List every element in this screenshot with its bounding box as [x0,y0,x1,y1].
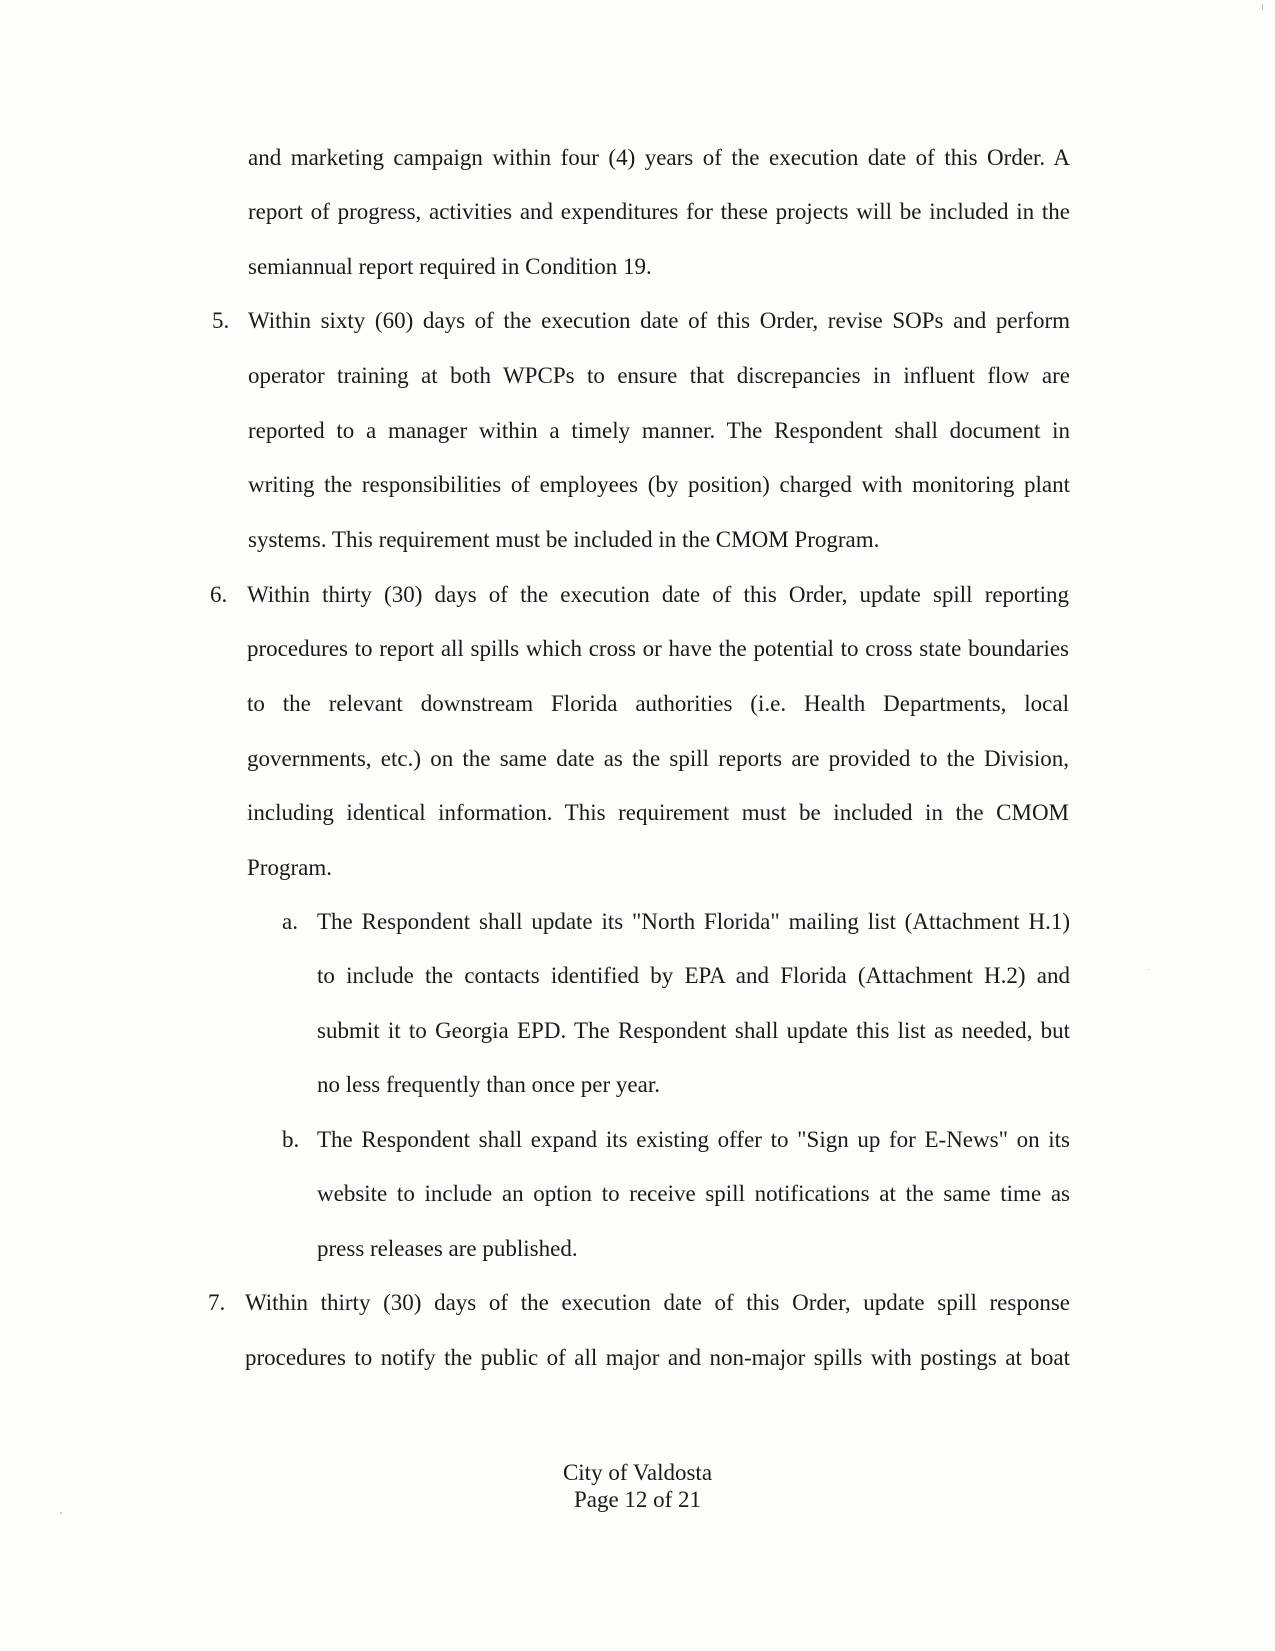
body-line: including identical information. This requirement must be included in the CMOM [247,800,1069,825]
body-line: Program. [247,855,332,880]
body-line: report of progress, activities and expenditures for these projects will be included in the [248,199,1070,224]
body-line: reported to a manager within a timely manner. The Respondent shall document in [248,418,1070,443]
body-line: website to include an option to receive spill notifications at the same time as [317,1181,1070,1206]
body-line: procedures to notify the public of all major and non-major spills with postings at boat [245,1345,1070,1370]
body-line: semiannual report required in Condition 19. [248,254,652,279]
body-line: Within thirty (30) days of the execution date of this Order, update spill response [245,1290,1070,1315]
body-line: operator training at both WPCPs to ensure that discrepancies in influent flow are [248,363,1070,388]
body-line: to include the contacts identified by EPA and Florida (Attachment H.2) and [317,963,1070,988]
body-line: to the relevant downstream Florida authorities (i.e. Health Departments, local [247,691,1069,716]
scan-speck [1262,4,1263,10]
body-line: Within sixty (60) days of the execution date of this Order, revise SOPs and perform [248,308,1070,333]
footer-entity: City of Valdosta [562,1460,713,1485]
body-line: writing the responsibilities of employees (by position) charged with monitoring plant [248,472,1070,497]
subitem-letter: a. [282,909,298,934]
item-number: 7. [208,1290,226,1315]
body-line: systems. This requirement must be included in the CMOM Program. [248,527,880,552]
item-number: 6. [210,582,228,607]
body-line: press releases are published. [317,1236,578,1261]
body-line: submit it to Georgia EPD. The Respondent shall update this list as needed, but [317,1018,1070,1043]
footer-page-number: Page 12 of 21 [573,1487,702,1512]
scan-speck [1148,969,1149,970]
body-line: procedures to report all spills which cross or have the potential to cross state boundaries [247,636,1069,661]
subitem-letter: b. [282,1127,300,1152]
body-line: The Respondent shall update its "North Florida" mailing list (Attachment H.1) [317,909,1070,934]
body-line: and marketing campaign within four (4) years of the execution date of this Order. A [248,145,1070,170]
body-line: governments, etc.) on the same date as the spill reports are provided to the Division, [247,746,1069,771]
body-line: no less frequently than once per year. [317,1072,660,1097]
body-line: Within thirty (30) days of the execution date of this Order, update spill reporting [247,582,1069,607]
item-number: 5. [212,308,230,333]
scan-speck [60,1512,62,1514]
body-line: The Respondent shall expand its existing offer to "Sign up for E-News" on its [317,1127,1070,1152]
